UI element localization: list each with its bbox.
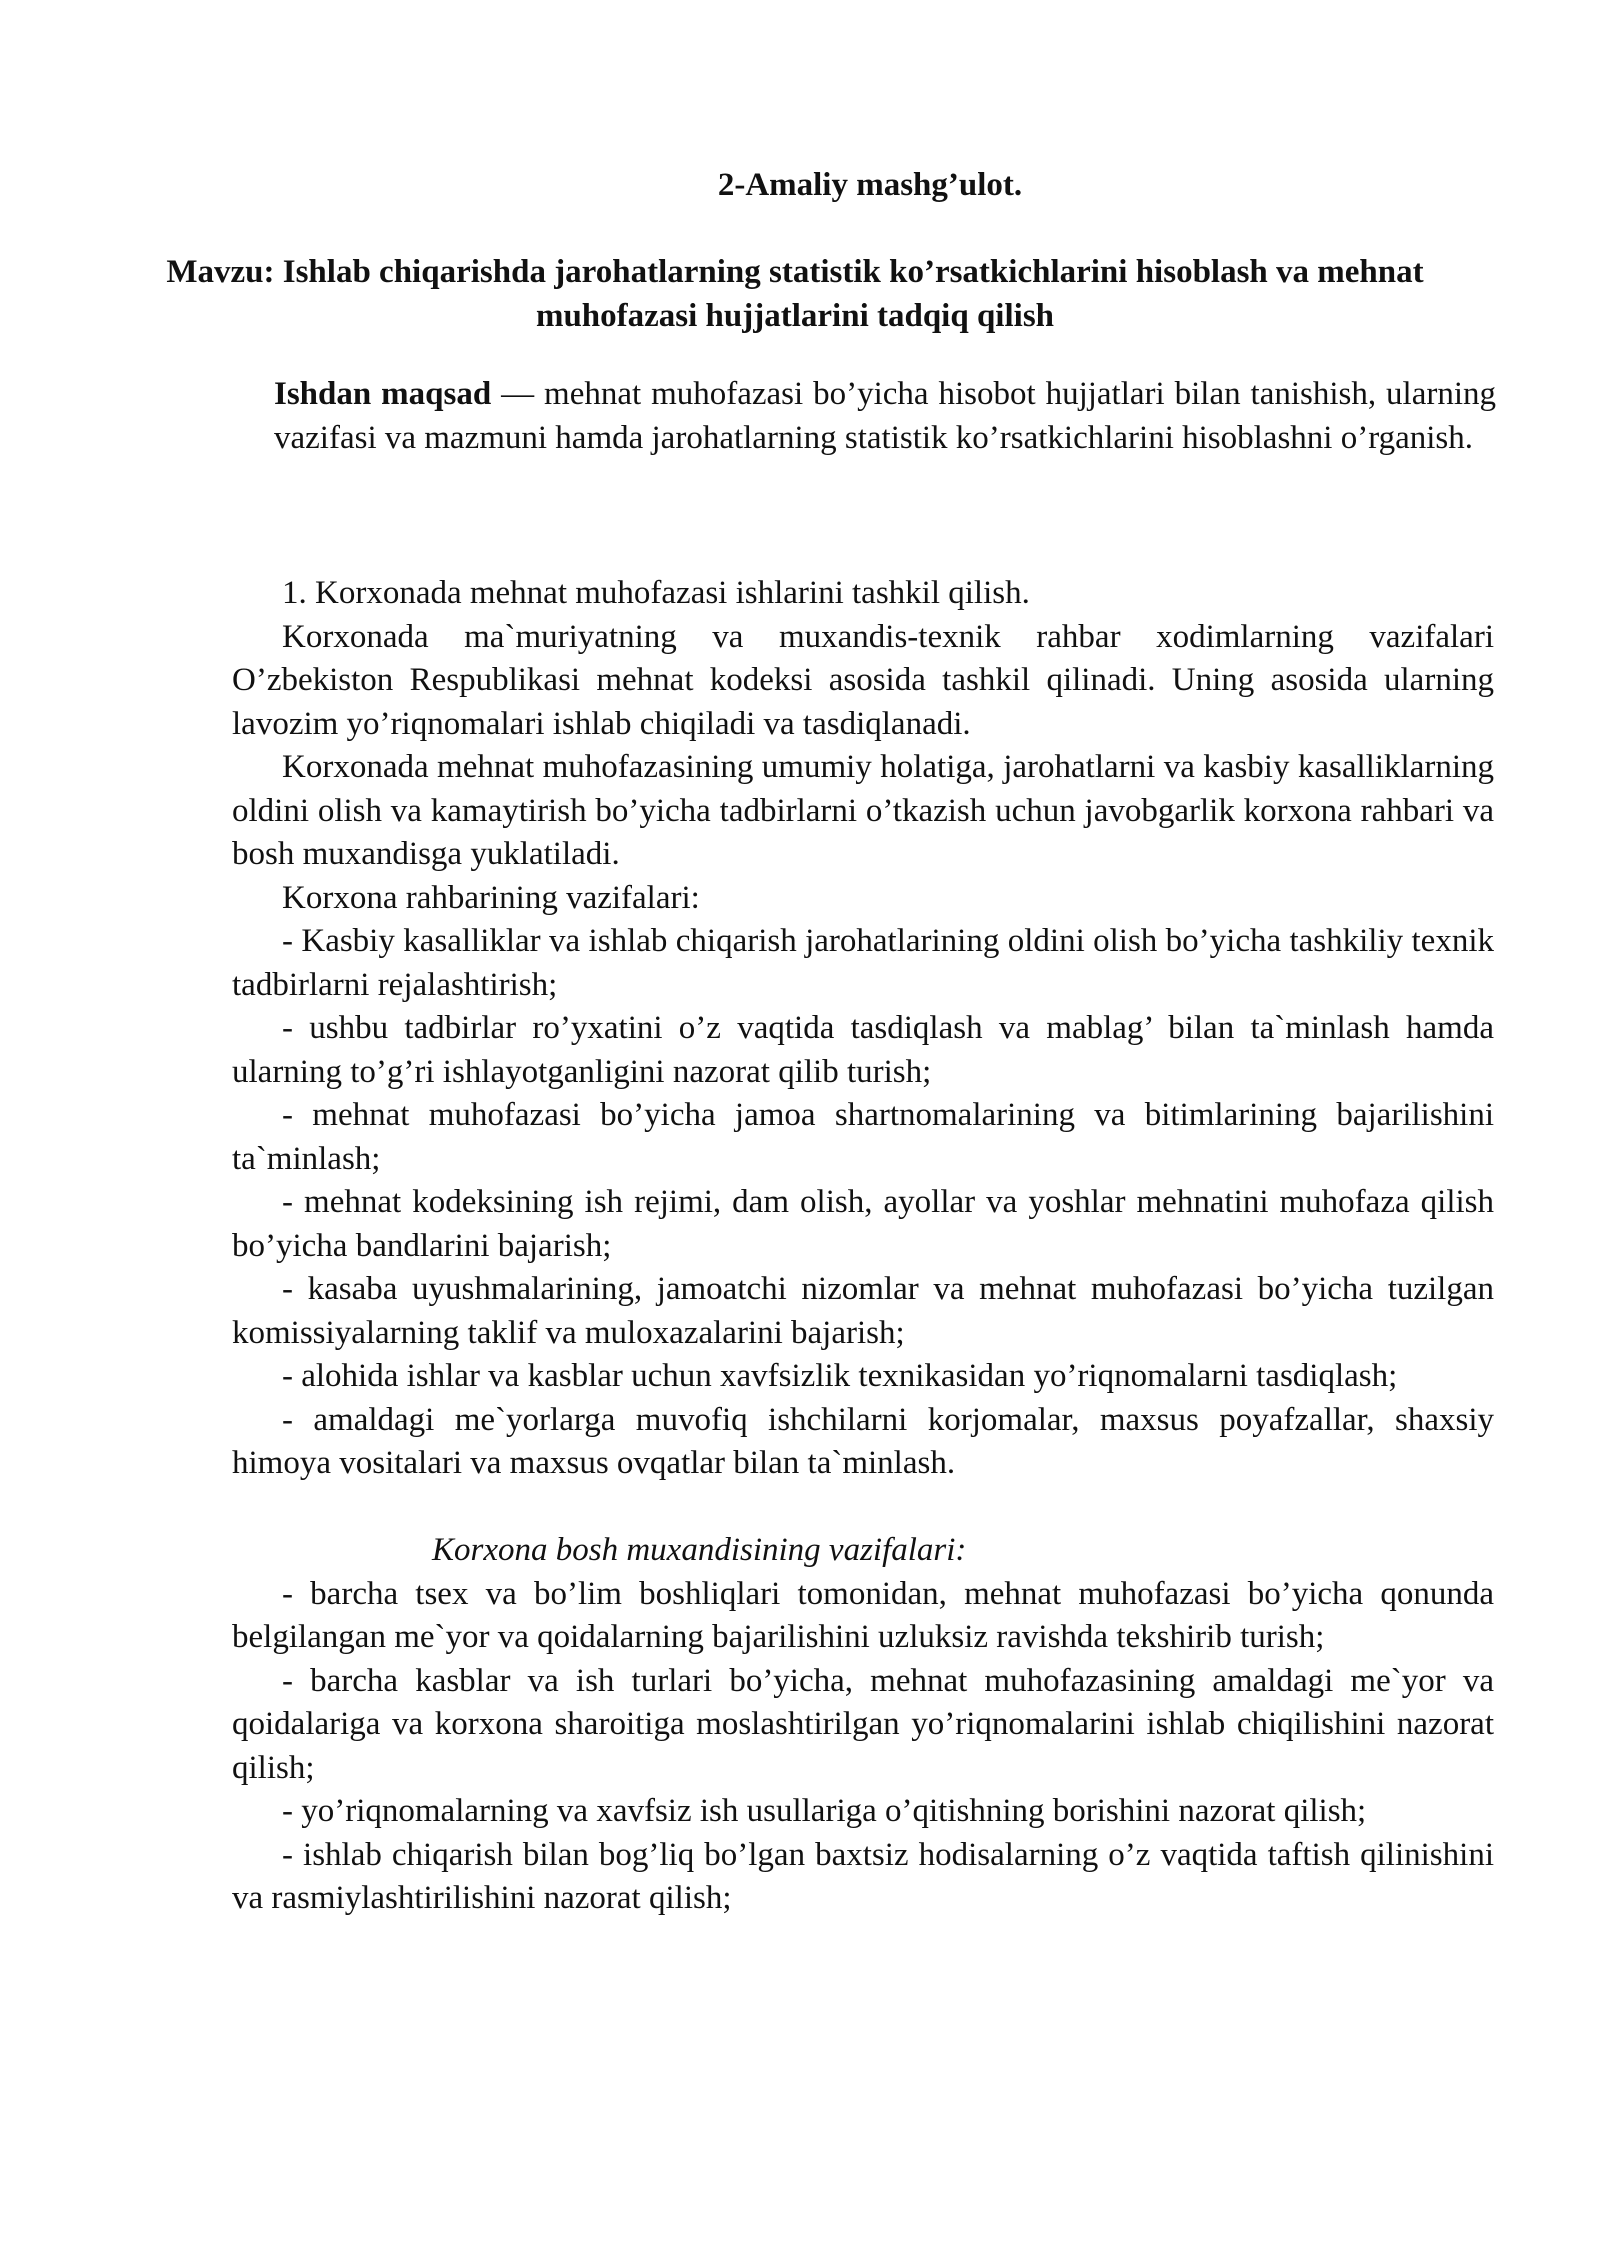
list-item: - alohida ishlar va kasblar uchun xavfsizlik texnikasidan yo’riqnomalarni tasdiqlash; <box>282 1358 1398 1394</box>
list-item: - barcha tsex va bo’lim boshliqlari tomonidan, mehnat muhofazasi bo’yicha qonunda belgilangan me`yor va qoidalarning bajarilishini uzluksiz ravishda tekshirib turish; <box>232 1575 1494 1655</box>
document-body <box>232 572 1494 1921</box>
list-item: - barcha kasblar va ish turlari bo’yicha, mehnat muhofazasining amaldagi me`yor va qoidalariga va korxona sharoitiga moslashtirilgan yo’riqnomalarini ishlab chiqilishini nazorat qilish; <box>232 1662 1494 1786</box>
blank-line <box>232 1486 1494 1530</box>
section-heading: 1. Korxonada mehnat muhofazasi ishlarini tashkil qilish. <box>282 575 1030 611</box>
aim-paragraph <box>274 373 1496 460</box>
list-item: - kasaba uyushmalarining, jamoatchi nizomlar va mehnat muhofazasi bo’yicha tuzilgan komissiyalarning taklif va muloxazalarini bajarish; <box>232 1271 1494 1351</box>
aim-text: — mehnat muhofazasi bo’yicha hisobot hujjatlari bilan tanishish, ularning vazifasi va mazmuni hamda jarohatlarning statistik ko’rsatkichlarini hisoblashni o’rganish. <box>274 376 1496 456</box>
list-item: - ushbu tadbirlar ro’yxatini o’z vaqtida tasdiqlash va mablag’ bilan ta`minlash hamda ularning to’g’ri ishlayotganligini nazorat qilib turish; <box>232 1010 1494 1090</box>
list-item: - Kasbiy kasalliklar va ishlab chiqarish jarohatlarining oldini olish bo’yicha tashkiliy texnik tadbirlarni rejalashtirish; <box>232 923 1494 1003</box>
paragraph: Korxonada mehnat muhofazasining umumiy holatiga, jarohatlarni va kasbiy kasalliklarning oldini olish va kamaytirish bo’yicha tadbirlarni o’tkazish uchun javobgarlik korxona rahbari va bosh muxandisga yuklatiladi. <box>232 749 1494 872</box>
list-item: - amaldagi me`yorlarga muvofiq ishchilarni korjomalar, maxsus poyafzallar, shaxsiy himoya vositalari va maxsus ovqatlar bilan ta`minlash. <box>232 1401 1494 1481</box>
topic-heading: Mavzu: Ishlab chiqarishda jarohatlarning statistik ko’rsatkichlarini hisoblash va mehnat muhofazasi hujjatlarini tadqiq qilish <box>166 254 1424 334</box>
director-duties-heading: Korxona rahbarining vazifalari: <box>282 879 700 916</box>
list-item: - yo’riqnomalarning va xavfsiz ish usullariga o’qitishning borishini nazorat qilish; <box>282 1793 1367 1829</box>
page-title: 2-Amaliy mashg’ulot. <box>717 167 1023 203</box>
engineer-duties-heading: Korxona bosh muxandisining vazifalari: <box>432 1532 967 1568</box>
list-item: - mehnat kodeksining ish rejimi, dam olish, ayollar va yoshlar mehnatini muhofaza qilish bo’yicha bandlarini bajarish; <box>232 1184 1494 1264</box>
list-item: - mehnat muhofazasi bo’yicha jamoa shartnomalarining va bitimlarining bajarilishini ta`minlash; <box>232 1097 1494 1177</box>
aim-label: Ishdan maqsad <box>274 376 492 412</box>
paragraph: Korxonada ma`muriyatning va muxandis-texnik rahbar xodimlarning vazifalari O’zbekiston Respublikasi mehnat kodeksi asosida tashkil qilinadi. Uning asosida ularning lavozim yo’riqnomalari ishlab chiqiladi va tasdiqlanadi. <box>232 618 1494 742</box>
list-item: - ishlab chiqarish bilan bog’liq bo’lgan baxtsiz hodisalarning o’z vaqtida taftish qilinishini va rasmiylashtirilishini nazorat qilish; <box>232 1836 1494 1916</box>
